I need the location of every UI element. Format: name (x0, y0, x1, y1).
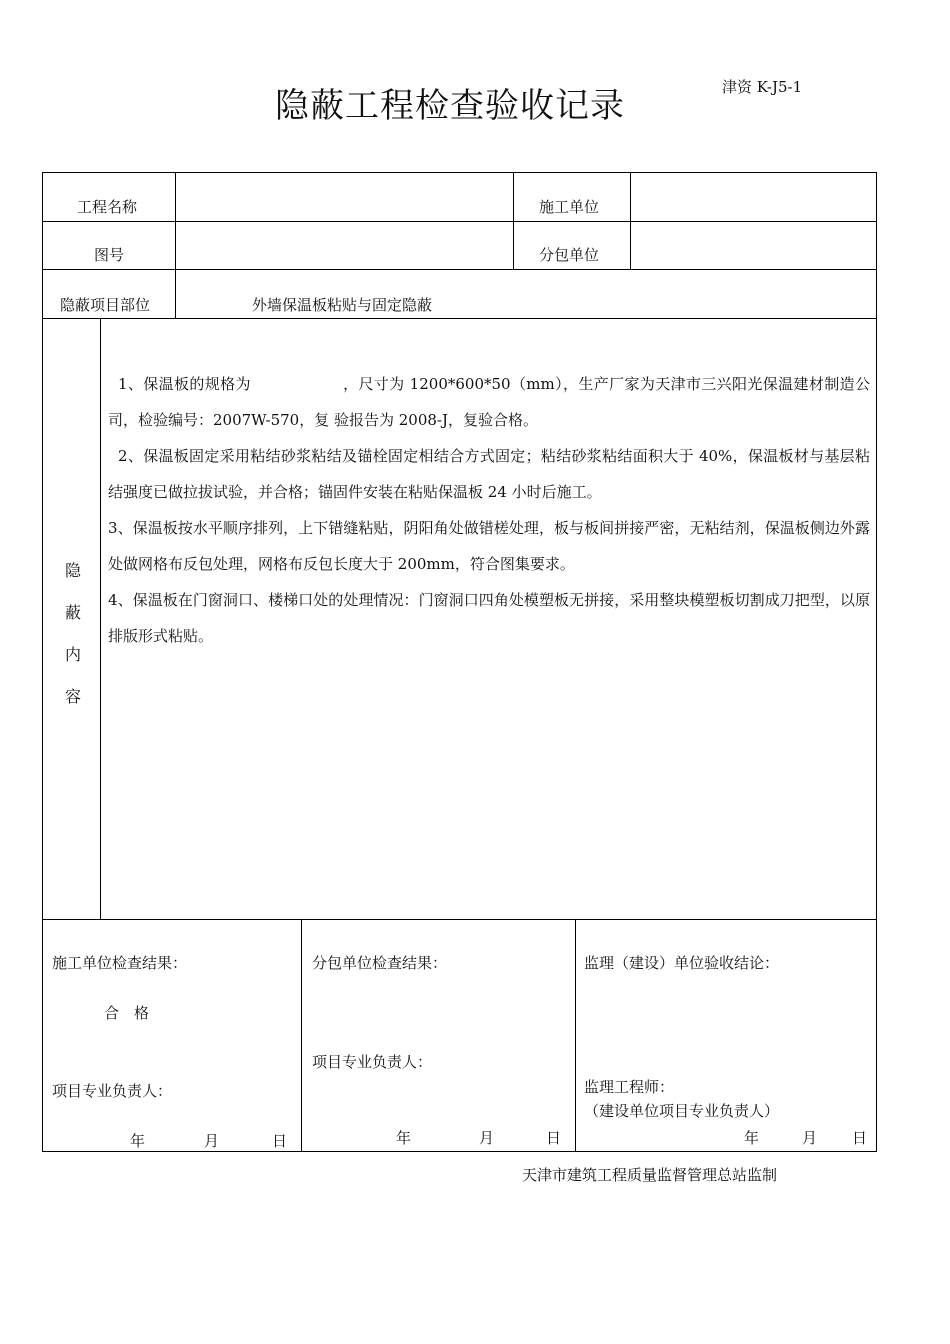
concealed-location-value: 外墙保温板粘贴与固定隐蔽 (252, 296, 433, 314)
subcontractor-person-label: 项目专业负责人： (312, 1053, 433, 1071)
contractor-result-label: 施工单位检查结果： (52, 954, 188, 972)
column-divider (630, 172, 631, 269)
row-divider (42, 221, 877, 222)
side-label-char: 隐 (64, 561, 81, 580)
contractor-result-value: 合 格 (104, 1004, 150, 1022)
content-paragraph: 1、保温板的规格为 ，尺寸为 1200*600*50（mm），生产厂家为天津市三兴阳光保温建材制造公司，检验编号：2007W-570，复 验报告为 2008-J，复验合格。 (108, 375, 870, 429)
project-name-field[interactable] (186, 196, 504, 216)
column-divider (301, 919, 302, 1152)
record-table (42, 172, 877, 1152)
page-title: 隐蔽工程检查验收记录 (275, 86, 625, 126)
column-divider (175, 172, 176, 319)
row-divider (42, 269, 877, 270)
side-label-char: 蔽 (64, 603, 81, 622)
contractor-field[interactable] (640, 196, 868, 216)
supervisor-engineer-label: 监理工程师： (584, 1078, 675, 1096)
subcontractor-date-month: 月 (479, 1129, 495, 1147)
subcontractor-result-label: 分包单位检查结果： (312, 954, 448, 972)
supervisor-date-day: 日 (852, 1129, 868, 1147)
contractor-label: 施工单位 (539, 198, 600, 216)
content-paragraph: 4、保温板在门窗洞口、楼梯口处的处理情况：门窗洞口四角处模塑板无拼接，采用整块模塑板切割成刀把型，以原排版形式粘贴。 (108, 591, 870, 645)
side-label-char: 容 (64, 687, 81, 706)
column-divider (513, 172, 514, 269)
concealed-content-text (108, 366, 870, 654)
supervisor-date-month: 月 (802, 1129, 818, 1147)
contractor-date-day: 日 (272, 1132, 288, 1150)
owner-representative-label: （建设单位项目专业负责人） (584, 1102, 780, 1120)
subcontractor-field[interactable] (640, 244, 868, 264)
concealed-location-label: 隐蔽项目部位 (60, 296, 151, 314)
drawing-number-field[interactable] (186, 244, 504, 264)
content-paragraph: 3、保温板按水平顺序排列，上下错缝粘贴，阴阳角处做错槎处理，板与板间拼接严密，无粘结剂，保温板侧边外露处做网格布反包处理，网格布反包长度大于 200mm，符合图集要求。 (108, 519, 870, 573)
form-code: 津资 K-J5-1 (722, 78, 803, 96)
column-divider (575, 919, 576, 1152)
supervisor-date-year: 年 (744, 1129, 760, 1147)
side-label-char: 内 (64, 645, 81, 664)
concealed-content-label (60, 550, 86, 718)
row-divider (42, 919, 877, 920)
subcontractor-label: 分包单位 (539, 246, 600, 264)
drawing-number-label: 图号 (94, 246, 125, 264)
subcontractor-date-day: 日 (546, 1129, 562, 1147)
issuer-footer: 天津市建筑工程质量监督管理总站监制 (522, 1166, 778, 1184)
project-name-label: 工程名称 (77, 198, 138, 216)
contractor-person-label: 项目专业负责人： (52, 1082, 173, 1100)
contractor-date-year: 年 (130, 1132, 146, 1150)
column-divider (100, 318, 101, 919)
contractor-date-month: 月 (204, 1132, 220, 1150)
content-paragraph: 2、保温板固定采用粘结砂浆粘结及锚栓固定相结合方式固定；粘结砂浆粘结面积大于 40%，保温板材与基层粘结强度已做拉拔试验，并合格；锚固件安装在粘贴保温板 24 小时后施工。 (108, 447, 870, 501)
row-divider (42, 318, 877, 319)
subcontractor-date-year: 年 (396, 1129, 412, 1147)
supervisor-conclusion-label: 监理（建设）单位验收结论： (584, 954, 780, 972)
